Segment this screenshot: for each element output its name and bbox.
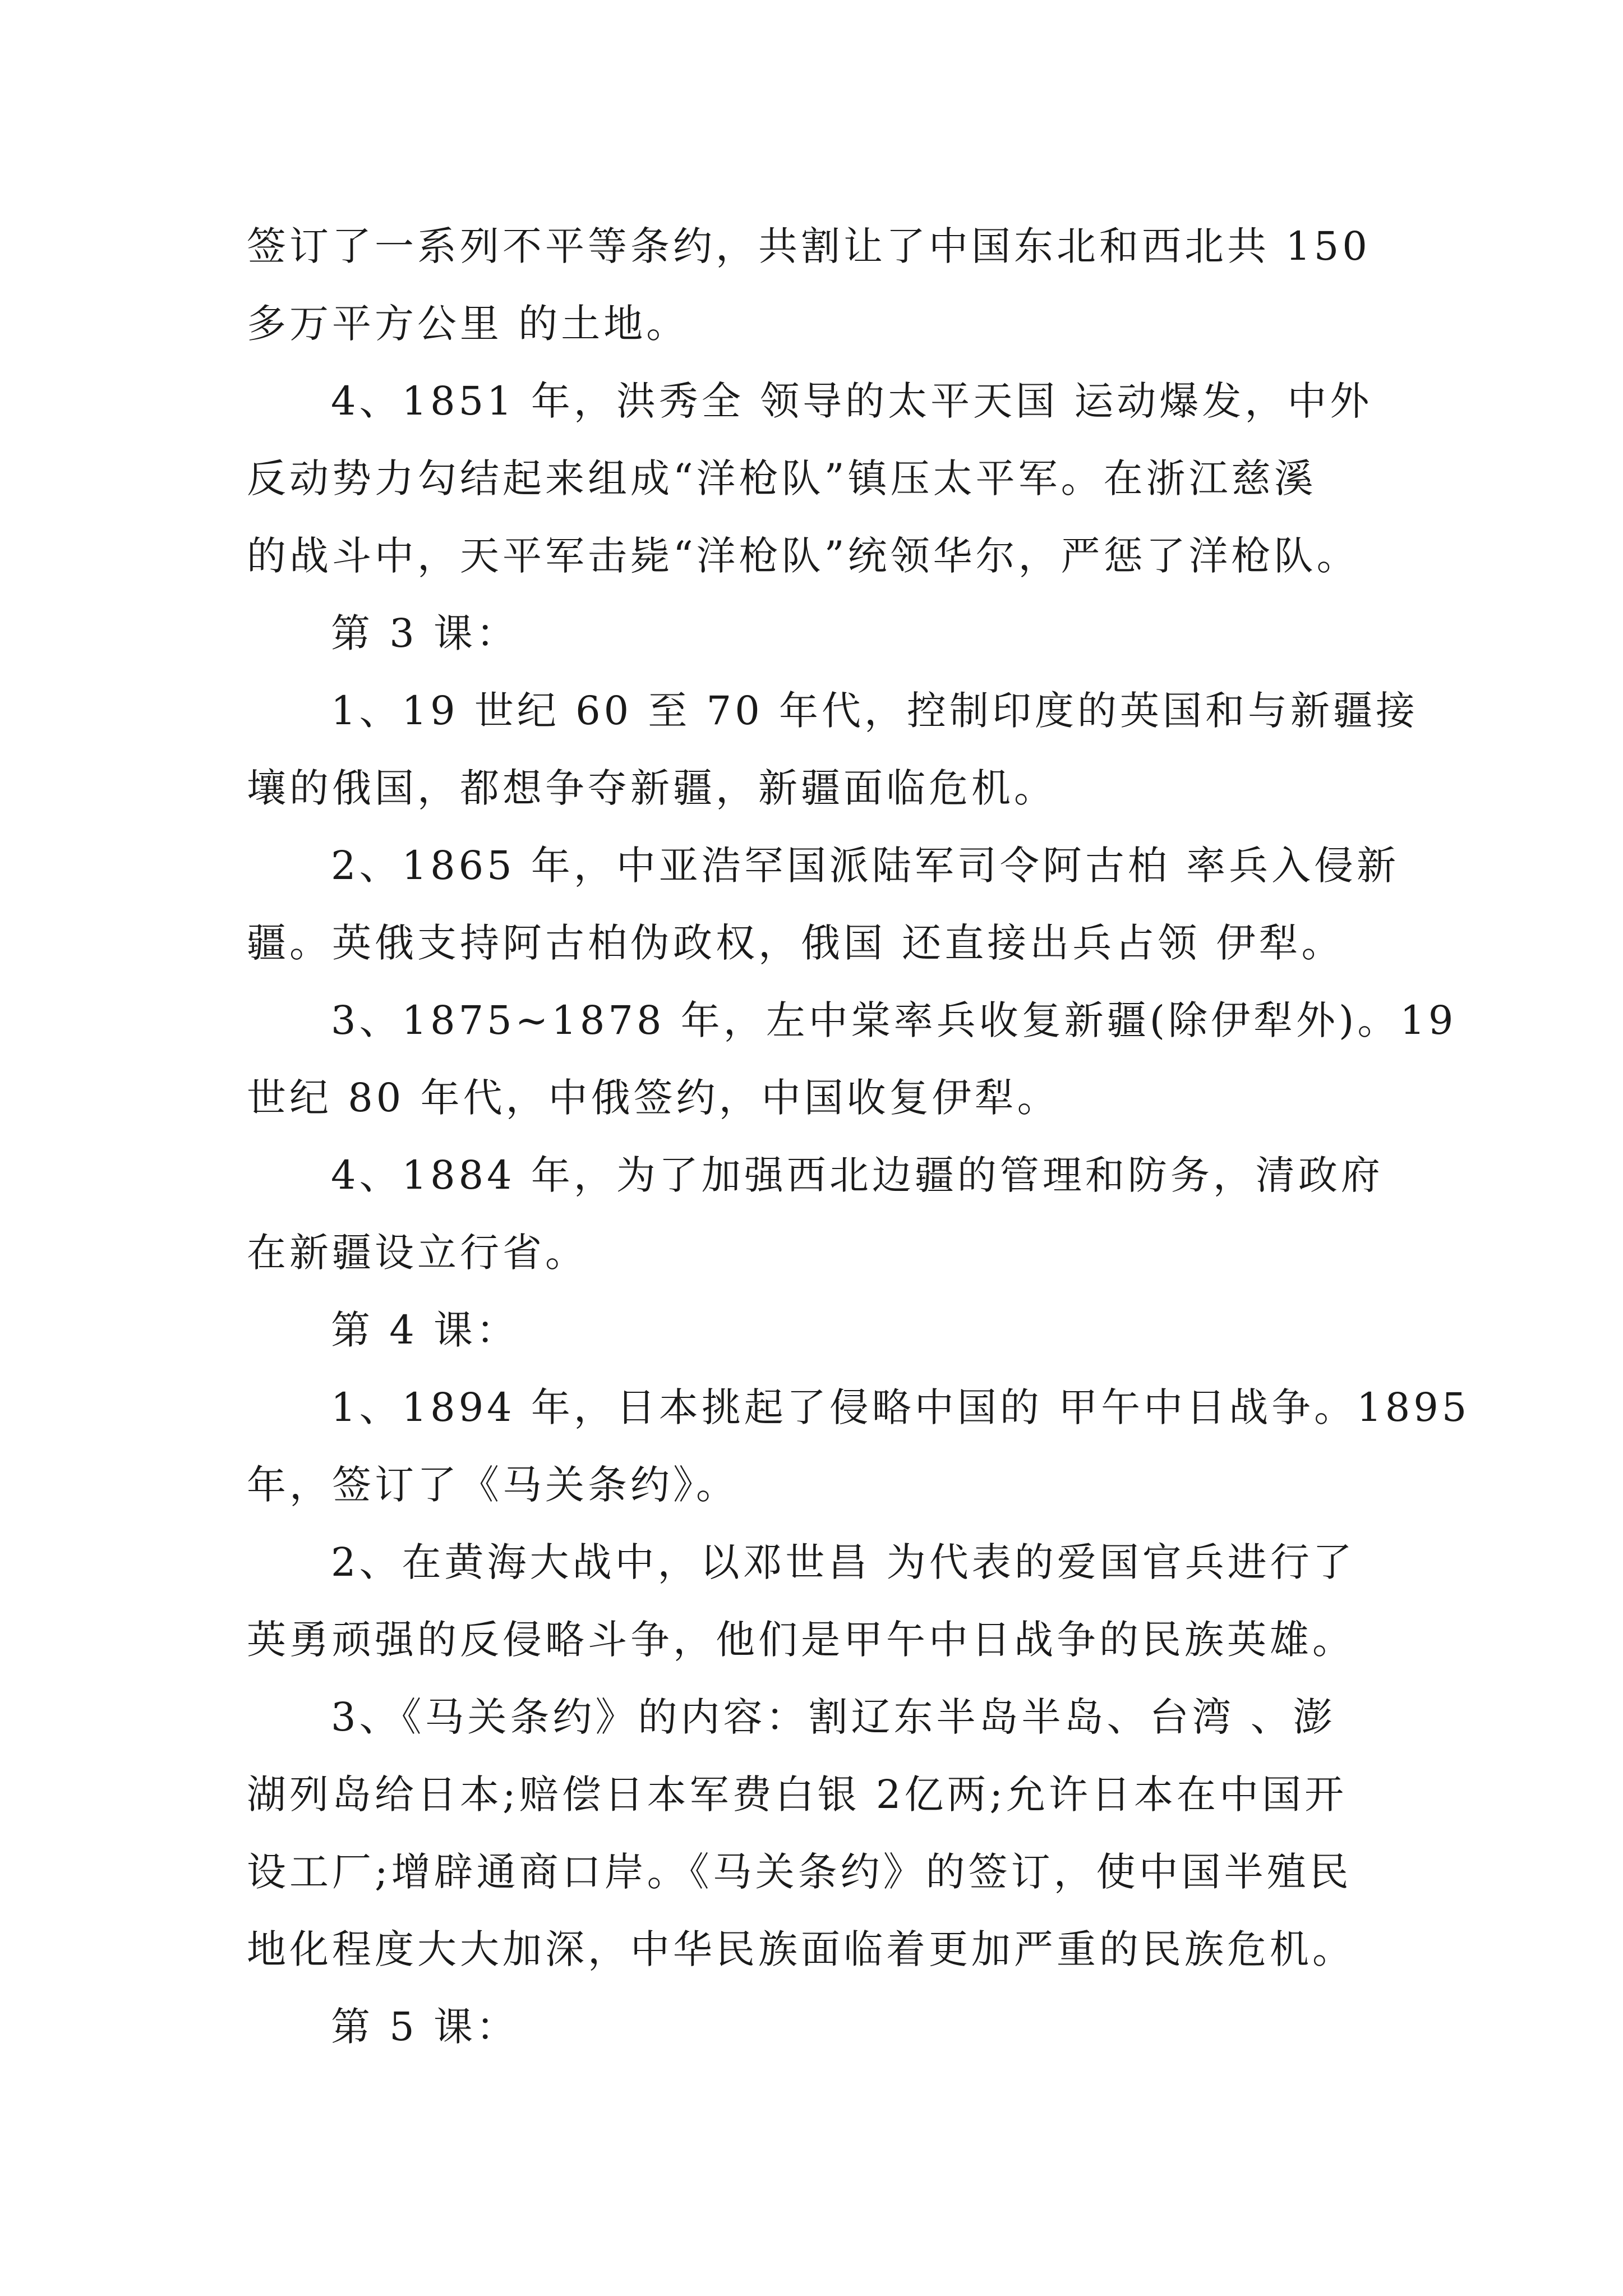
text-line: 疆。英俄支持阿古柏伪政权，俄国 还直接出兵占领 伊犁。: [247, 920, 1344, 966]
text-line: 1、1894 年，日本挑起了侵略中国的 甲午中日战争。1895: [331, 1384, 1470, 1430]
text-line: 4、1884 年，为了加强西北边疆的管理和防务，清政府: [331, 1152, 1384, 1198]
text-line: 世纪 80 年代，中俄签约，中国收复伊犁。: [247, 1075, 1060, 1121]
text-line: 英勇顽强的反侵略斗争，他们是甲午中日战争的民族英雄。: [247, 1617, 1355, 1663]
text-line: 2、在黄海大战中，以邓世昌 为代表的爱国官兵进行了: [331, 1539, 1355, 1585]
text-line: 反动势力勾结起来组成“洋枪队”镇压太平军。在浙江慈溪: [247, 455, 1317, 501]
lesson-heading: 第 3 课：: [331, 610, 519, 656]
text-line: 3、《马关条约》的内容：割辽东半岛半岛、台湾 、澎: [331, 1694, 1336, 1740]
text-line: 湖列岛给日本;赔偿日本军费白银 2亿两;允许日本在中国开: [247, 1772, 1347, 1818]
lesson-heading: 第 5 课：: [331, 2004, 519, 2050]
text-line: 3、1875~1878 年，左中棠率兵收复新疆(除伊犁外)。19: [331, 997, 1457, 1043]
text-line: 壤的俄国，都想争夺新疆，新疆面临危机。: [247, 765, 1057, 811]
text-line: 设工厂;增辟通商口岸。《马关条约》的签订，使中国半殖民: [247, 1849, 1352, 1895]
text-line: 2、1865 年，中亚浩罕国派陆军司令阿古柏 率兵入侵新: [331, 843, 1400, 889]
text-line: 4、1851 年，洪秀全 领导的太平天国 运动爆发，中外: [331, 378, 1373, 424]
text-line: 的战斗中，天平军击毙“洋枪队”统领华尔，严惩了洋枪队。: [247, 533, 1359, 579]
text-line: 1、19 世纪 60 至 70 年代，控制印度的英国和与新疆接: [331, 688, 1419, 734]
document-body: [247, 208, 1470, 2065]
text-line: 在新疆设立行省。: [247, 1230, 588, 1276]
text-line: 地化程度大大加深，中华民族面临着更加严重的民族危机。: [247, 1926, 1355, 1972]
lesson-heading: 第 4 课：: [331, 1307, 519, 1353]
text-line: 年，签订了《马关条约》。: [247, 1462, 739, 1508]
text-line: 签订了一系列不平等条约，共割让了中国东北和西北共 150: [247, 223, 1371, 269]
text-line: 多万平方公里 的土地。: [247, 301, 689, 347]
